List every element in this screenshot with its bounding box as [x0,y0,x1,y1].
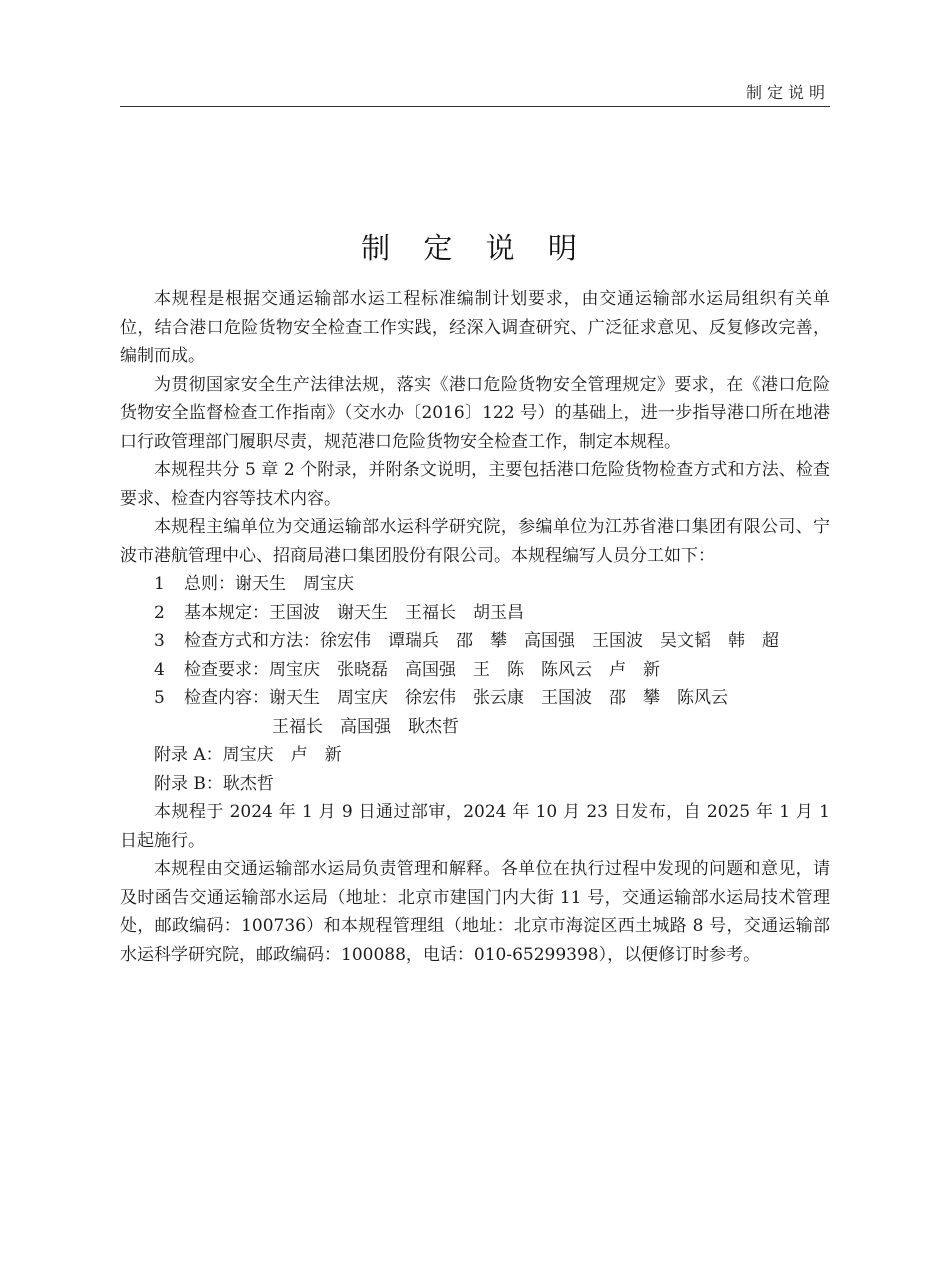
paragraph-basis: 本规程是根据交通运输部水运工程标准编制计划要求，由交通运输部水运局组织有关单位，结合港口危险货物安全检查工作实践，经深入调查研究、广泛征求意见、反复修改完善，编制而成。 [120,289,830,366]
assignment-text: 总则：谢天生 周宝庆 [184,574,354,594]
appendix-assignment-b: 附录 B：耿杰哲 [154,773,274,794]
running-header [120,78,830,107]
assignment-text: 检查方式和方法：徐宏伟 谭瑞兵 邵 攀 高国强 王国波 吴文韬 韩 超 [184,631,779,651]
paragraph-structure: 本规程共分 5 章 2 个附录，并附条文说明，主要包括港口危险货物检查方式和方法、检查要求、检查内容等技术内容。 [120,460,830,509]
page-title: 制 定 说 明 [361,231,589,265]
assignment-number: 2 [154,602,165,623]
assignment-continuation: 王福长 高国强 耿杰哲 [272,716,459,737]
assignment-number: 1 [154,574,165,594]
document-body [120,285,830,969]
assignment-item [120,599,830,628]
assignment-item [120,627,830,656]
assignment-text: 检查要求：周宝庆 张晓磊 高国强 王 陈 陈风云 卢 新 [184,659,660,680]
assignment-number: 4 [154,659,165,680]
paragraph-authors-intro: 本规程主编单位为交通运输部水运科学研究院，参编单位为江苏省港口集团有限公司、宁波市港航管理中心、招商局港口集团股份有限公司。本规程编写人员分工如下： [120,517,830,566]
paragraph-contact: 本规程由交通运输部水运局负责管理和解释。各单位在执行过程中发现的问题和意见，请及时函告交通运输部水运局（地址：北京市建国门内大街 11 号，交通运输部水运局技术管理处，邮政编码：100736）和本规程管理组（地址：北京市海淀区西土城路 8 号，交通运输部水运科学研究院，邮政编码：100088，电话：010-65299398），以便修订时参考。 [120,859,830,965]
assignment-number: 3 [154,631,165,651]
paragraph-effective-date: 本规程于 2024 年 1 月 9 日通过部审，2024 年 10 月 23 日发布，自 2025 年 1 月 1 日起施行。 [120,802,830,851]
running-header-title: 制定说明 [745,83,830,102]
assignment-item [120,684,830,741]
assignment-number: 5 [154,688,165,708]
paragraph-purpose: 为贯彻国家安全生产法律法规，落实《港口危险货物安全管理规定》要求，在《港口危险货物安全监督检查工作指南》（交水办〔2016〕122 号）的基础上，进一步指导港口所在地港口行政管理部门履职尽责，规范港口危险货物安全检查工作，制定本规程。 [120,374,830,452]
assignment-item [120,570,830,599]
appendix-assignment-a: 附录 A：周宝庆 卢 新 [154,745,342,765]
assignment-text: 基本规定：王国波 谢天生 王福长 胡玉昌 [184,602,524,623]
assignment-text: 检查内容：谢天生 周宝庆 徐宏伟 张云康 王国波 邵 攀 陈风云 [184,688,728,708]
assignment-item [120,656,830,685]
